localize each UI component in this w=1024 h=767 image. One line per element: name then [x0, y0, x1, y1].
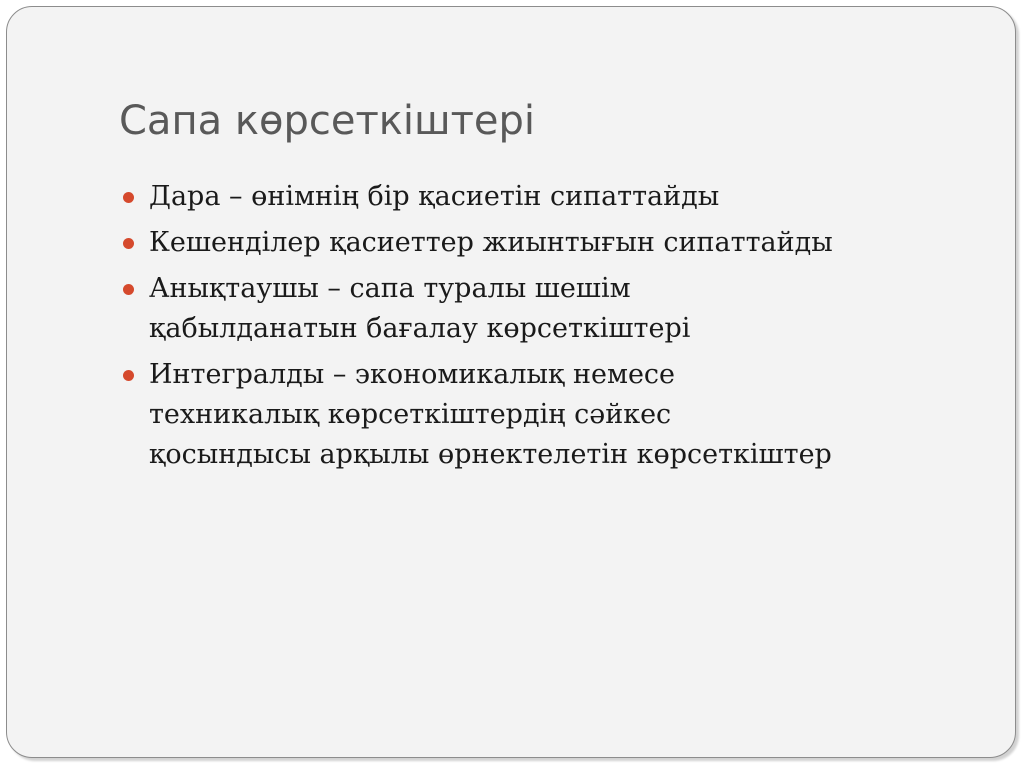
- bullet-text-line: қосындысы арқылы өрнектелетін көрсеткіштер: [149, 439, 832, 470]
- bullet-list: [123, 177, 1003, 481]
- bullet-item: [123, 355, 1003, 475]
- bullet-dot-icon: [123, 284, 134, 295]
- bullet-text-line: қабылданатын бағалау көрсеткіштері: [149, 313, 691, 344]
- bullet-text-line: Интегралды – экономикалық немесе: [149, 359, 676, 390]
- bullet-dot-icon: [123, 238, 134, 249]
- bullet-text: Кешенділер қасиеттер жиынтығын сипаттайды: [149, 227, 833, 258]
- bullet-text-line: Анықтаушы – сапа туралы шешім: [149, 273, 631, 304]
- slide: [6, 6, 1016, 758]
- slide-title: Сапа көрсеткіштері: [119, 98, 536, 144]
- bullet-dot-icon: [123, 370, 134, 381]
- bullet-item: [123, 223, 1003, 263]
- bullet-item: [123, 269, 1003, 349]
- bullet-text-line: техникалық көрсеткіштердің сәйкес: [149, 399, 672, 430]
- bullet-item: [123, 177, 1003, 217]
- bullet-text: Дара – өнімнің бір қасиетін сипаттайды: [149, 181, 720, 212]
- bullet-dot-icon: [123, 192, 134, 203]
